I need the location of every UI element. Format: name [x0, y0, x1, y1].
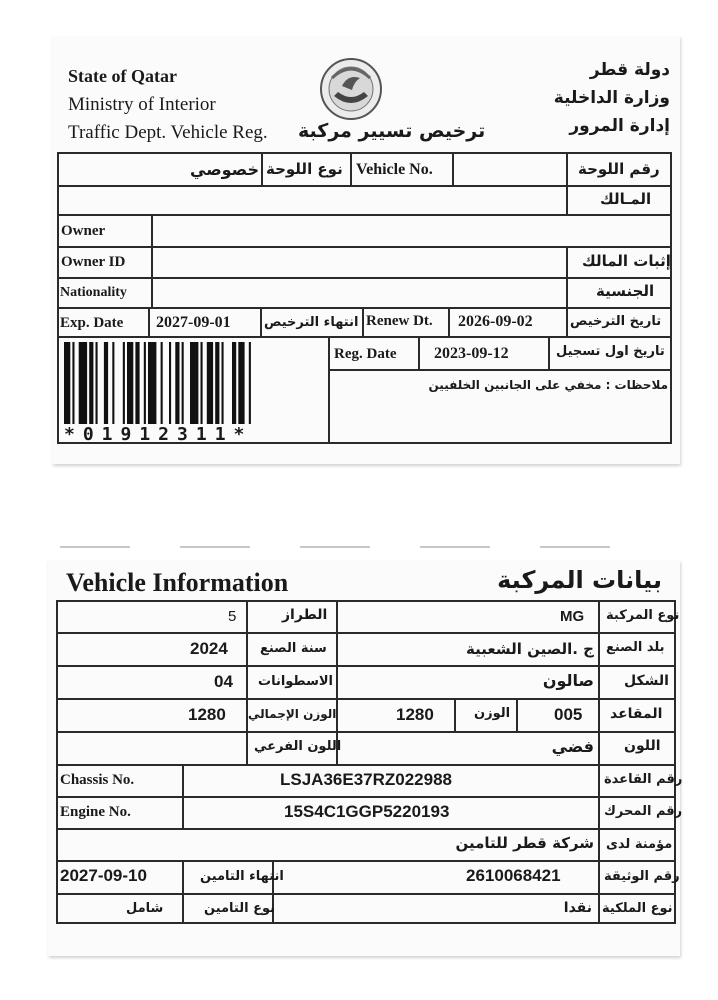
barcode: [62, 340, 324, 426]
nationality-label-en: Nationality: [60, 285, 127, 300]
first-reg-label-ar: تاريخ اول تسجيل: [556, 344, 665, 359]
header-state-ar: دولة قطر: [589, 60, 670, 80]
vehicle-info-title-en: Vehicle Information: [66, 568, 289, 597]
make-label: نوع المركبة: [606, 608, 680, 623]
shape-label: الشكل: [624, 673, 669, 689]
chassis-label-ar: رقم القاعدة: [604, 772, 683, 787]
engine-label-ar: رقم المحرك: [604, 804, 683, 819]
ownership-label: نوع الملكية: [602, 901, 673, 916]
owner-label-ar: المـالك: [600, 190, 652, 208]
color-value: فضي: [551, 737, 594, 756]
engine-label: Engine No.: [60, 804, 131, 820]
exp-date-value: 2027-09-01: [156, 314, 231, 331]
header-dept-en: Traffic Dept. Vehicle Reg.: [68, 122, 268, 143]
insurance-expiry-label: انتهاء التامين: [200, 869, 284, 884]
ownership-value: نقدا: [563, 900, 592, 916]
exp-date-label-ar: انتهاء الترخيص: [264, 315, 359, 330]
insured-value: شركة قطر للتامين: [455, 834, 594, 852]
make-value: MG: [560, 608, 585, 625]
year-label: سنة الصنع: [260, 641, 327, 656]
header-dept-ar: إدارة المرور: [569, 116, 670, 136]
model-value: 5: [228, 608, 237, 625]
reg-date-label: Reg. Date: [334, 346, 397, 362]
reg-date-value: 2023-09-12: [434, 345, 509, 362]
owner-label-en: Owner: [61, 223, 106, 239]
cylinders-value: 04: [214, 672, 233, 691]
nationality-label-ar: الجنسية: [596, 282, 655, 300]
year-value: 2024: [190, 639, 228, 658]
qatar-emblem-icon: [318, 56, 384, 122]
insurance-type-label: نوع التامين: [204, 901, 276, 916]
vehicle-info-title-ar: بيانات المركبة: [497, 566, 662, 594]
seats-label: المقاعد: [610, 706, 663, 722]
header-ministry-en: Ministry of Interior: [68, 94, 216, 115]
vehicle-no-label: Vehicle No.: [356, 161, 433, 178]
origin-label: بلد الصنع: [606, 640, 665, 655]
model-label: الطراز: [282, 607, 328, 623]
owner-id-label-ar: إثبات المالك: [582, 252, 671, 270]
license-date-label-ar: تاريخ الترخيص: [570, 314, 662, 329]
barcode-number: *01912311*: [64, 424, 253, 445]
header-ministry-ar: وزارة الداخلية: [553, 88, 670, 108]
color-label: اللون: [624, 738, 661, 754]
shape-value: صالون: [542, 671, 594, 690]
policy-value: 2610068421: [466, 866, 561, 885]
header-title-ar: ترخيص تسيير مركبة: [298, 120, 486, 142]
insurance-expiry-value: 2027-09-10: [60, 866, 147, 885]
gross-weight-value: 1280: [188, 705, 226, 724]
header-state-en: State of Qatar: [68, 66, 177, 86]
chassis-value: LSJA36E37RZ022988: [280, 770, 453, 789]
insurance-type-value: شامل: [126, 901, 164, 916]
notes: ملاحظات : مخفي على الجانبين الخلفيين: [428, 378, 668, 392]
origin-value: ج .الصين الشعبية: [466, 640, 594, 658]
plate-no-label: رقم اللوحة: [578, 160, 660, 178]
scan-artifact: [60, 546, 660, 548]
exp-date-label: Exp. Date: [60, 315, 124, 331]
owner-id-label-en: Owner ID: [61, 254, 126, 270]
chassis-label: Chassis No.: [60, 772, 135, 788]
weight-value: 1280: [396, 705, 434, 724]
policy-label: رقم الوثيقة: [604, 869, 680, 884]
plate-type-label: نوع اللوحة: [266, 160, 343, 178]
gross-weight-label: الوزن الإجمالي: [248, 707, 337, 721]
renew-date-value: 2026-09-02: [458, 313, 533, 330]
engine-value: 15S4C1GGP5220193: [284, 802, 450, 821]
seats-value: 005: [554, 705, 583, 724]
subcolor-label: اللون الفرعي: [254, 739, 342, 754]
cylinders-label: الاسطوانات: [258, 674, 334, 689]
renew-date-label: Renew Dt.: [366, 313, 433, 329]
weight-label: الوزن: [474, 706, 511, 721]
insured-label: مؤمنة لدى: [606, 837, 673, 852]
plate-type-value: خصوصي: [190, 160, 259, 179]
